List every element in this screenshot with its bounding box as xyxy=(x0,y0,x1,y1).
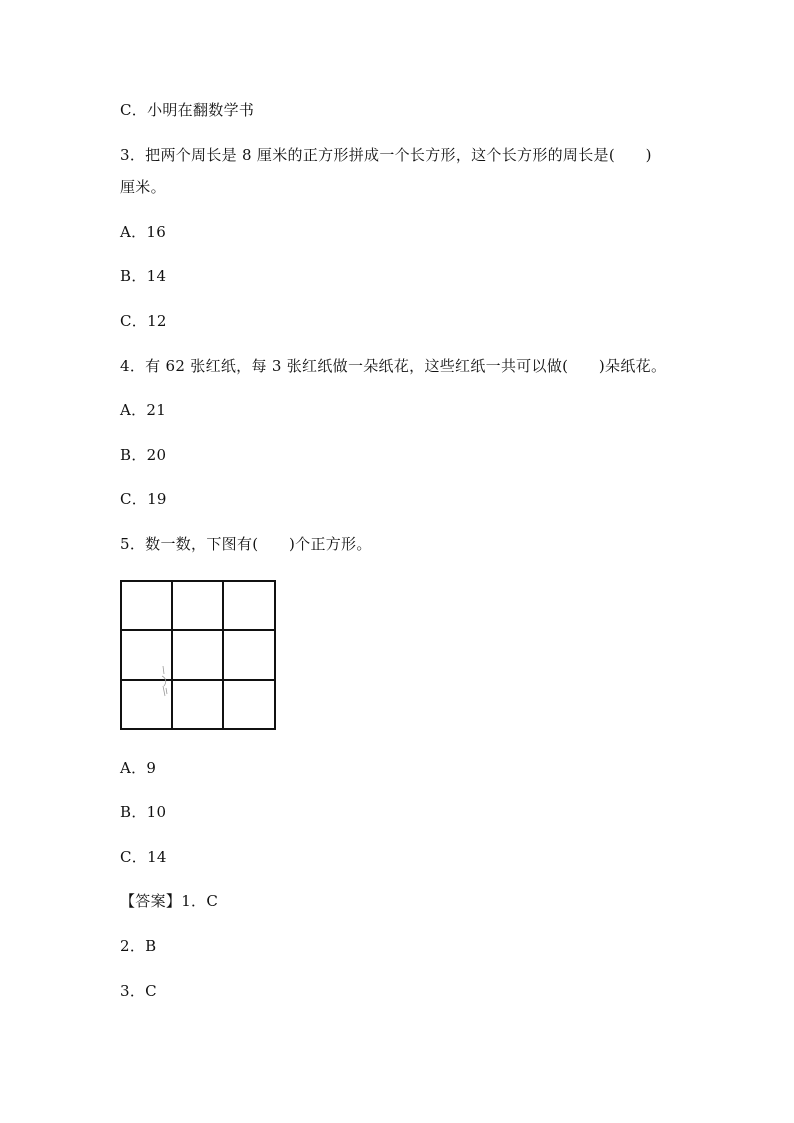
grid-lines xyxy=(121,581,275,729)
question-3-stem-cont: 厘米。 xyxy=(120,178,166,196)
option-a-q4: A．21 xyxy=(120,401,167,419)
answer-3: 3．C xyxy=(120,982,157,1000)
option-a-q5: A．9 xyxy=(120,759,157,777)
option-b-q3: B．14 xyxy=(120,267,167,285)
option-c-q3: C．12 xyxy=(120,312,167,330)
option-a-q3: A．16 xyxy=(120,223,167,241)
question-5-stem: 5．数一数，下图有( )个正方形。 xyxy=(120,535,372,553)
option-c-q4: C．19 xyxy=(120,490,167,508)
option-b-q5: B．10 xyxy=(120,803,167,821)
pencil-scribble-mark xyxy=(160,664,170,698)
question-4-stem: 4．有 62 张红纸，每 3 张红纸做一朵纸花，这些红纸一共可以做( )朵纸花。 xyxy=(120,357,667,375)
question-3-stem: 3．把两个周长是 8 厘米的正方形拼成一个长方形，这个长方形的周长是( ) xyxy=(120,146,652,164)
option-b-q4: B．20 xyxy=(120,446,167,464)
grid-outer-border xyxy=(121,581,275,729)
option-c-q5: C．14 xyxy=(120,848,167,866)
square-grid-figure xyxy=(120,580,276,730)
answer-2: 2．B xyxy=(120,937,157,955)
answer-header: 【答案】1．C xyxy=(120,892,219,910)
option-c-q2: C．小明在翻数学书 xyxy=(120,101,255,119)
